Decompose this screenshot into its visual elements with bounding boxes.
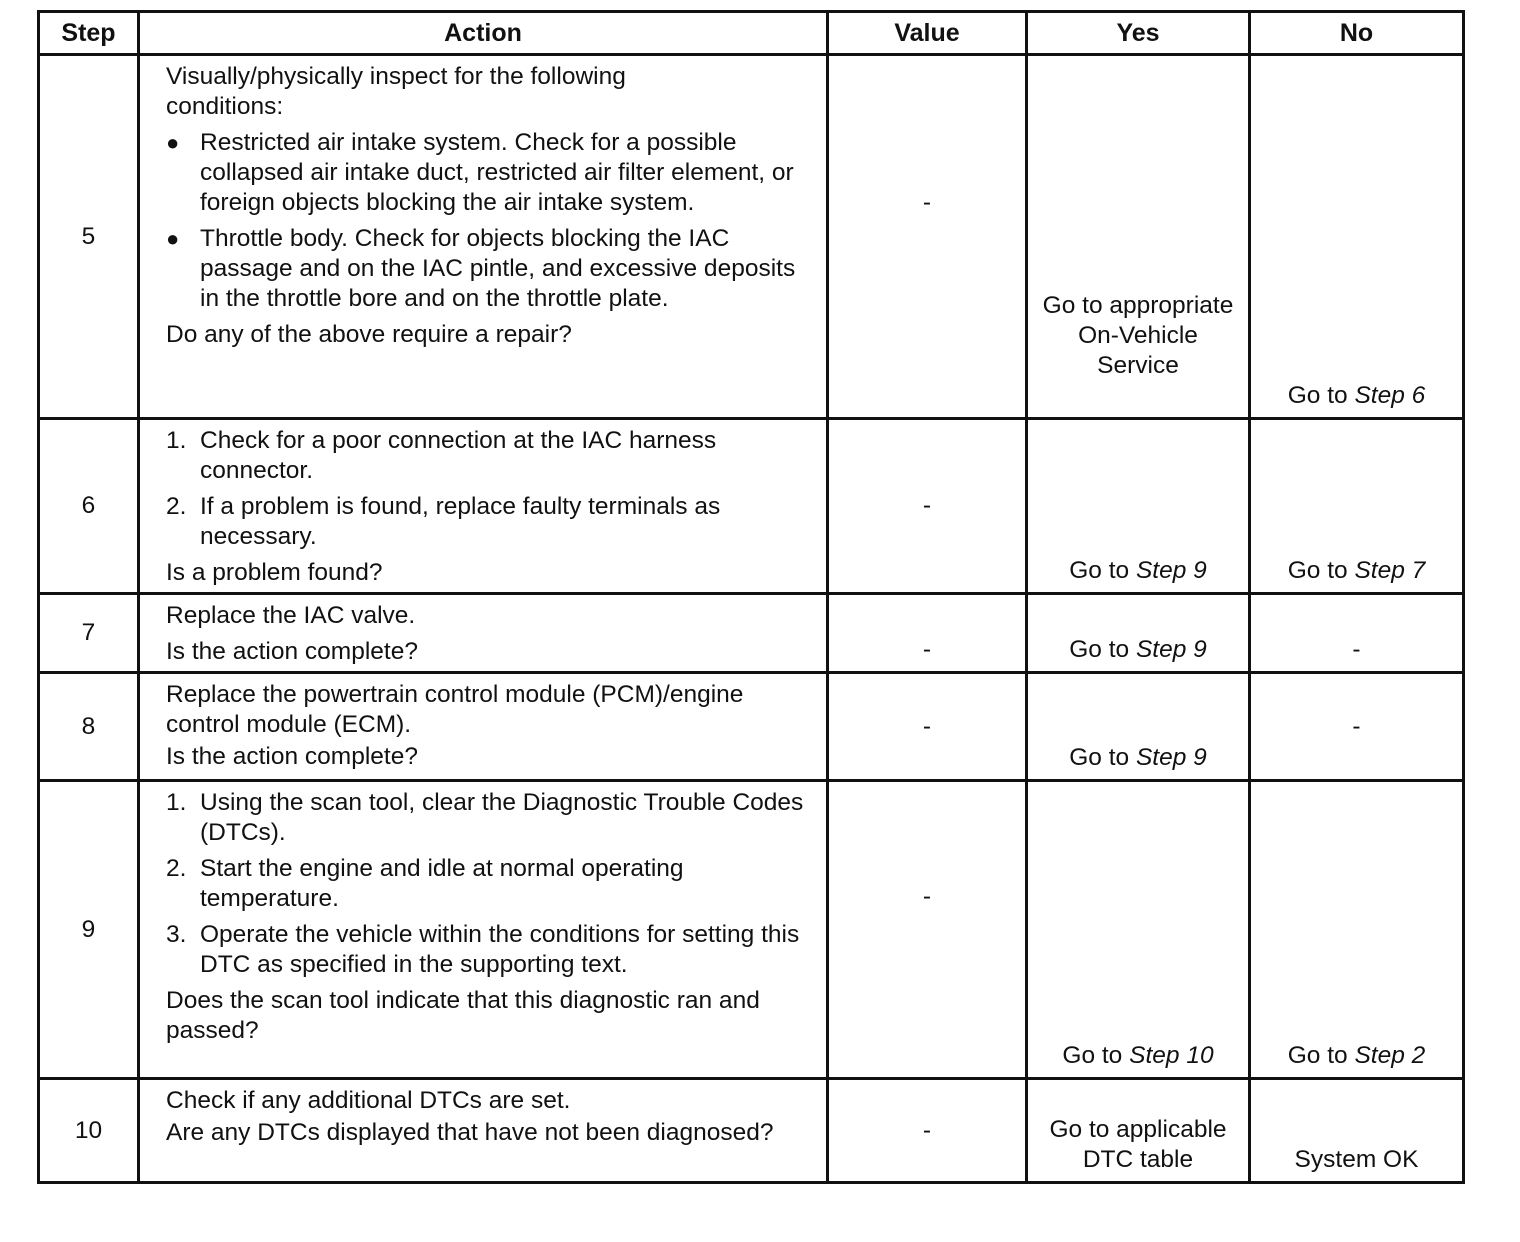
value-text: - (922, 492, 932, 519)
value-text: - (922, 1116, 932, 1144)
yes-prefix: Go to (1069, 557, 1130, 584)
list-item-text: If a problem is found, replace faulty terminals as necessary. (200, 493, 721, 550)
no-step-ref: Step 6 (1354, 382, 1426, 409)
list-item (166, 788, 814, 848)
value-cell (828, 419, 1027, 594)
yes-text: Go to applicable DTC table (1049, 1116, 1227, 1173)
list-item-text: Operate the vehicle within the conditions for setting this DTC as specified in the supporting text. (200, 921, 800, 978)
table-row (39, 781, 1464, 1079)
list-number: 1. (166, 427, 187, 454)
yes-step-ref: Step 9 (1135, 744, 1207, 771)
list-item-text: Check for a poor connection at the IAC harness connector. (200, 427, 717, 484)
list-number: 3. (166, 921, 187, 948)
action-intro: Visually/physically inspect for the following conditions: (166, 63, 626, 120)
no-text: - (1352, 636, 1361, 663)
table-row (39, 55, 1464, 419)
action-line: Replace the IAC valve. (166, 602, 416, 629)
list-number: 2. (166, 493, 187, 520)
action-question: Do any of the above require a repair? (166, 321, 572, 348)
yes-step-ref: Step 9 (1135, 636, 1207, 663)
action-line: Check if any additional DTCs are set. (166, 1087, 571, 1114)
value-cell (828, 673, 1027, 781)
no-cell (1250, 781, 1464, 1079)
list-item-text: Restricted air intake system. Check for a possible collapsed air intake duct, restricted air filter element, or foreign objects blocking the air intake system. (200, 129, 794, 216)
list-item-text: Start the engine and idle at normal operating temperature. (200, 855, 684, 912)
action-question: Is a problem found? (166, 559, 383, 586)
header-row (39, 12, 1464, 55)
list-item (166, 224, 814, 314)
list-item-text: Throttle body. Check for objects blocking the IAC passage and on the IAC pintle, and excessive deposits in the throttle bore and on the throttle plate. (200, 225, 796, 312)
table-row (39, 673, 1464, 781)
yes-cell (1027, 594, 1250, 673)
action-cell (139, 419, 828, 594)
no-cell (1250, 55, 1464, 419)
yes-text: Go to appropriate On-Vehicle Service (1042, 292, 1234, 379)
no-cell (1250, 419, 1464, 594)
no-cell (1250, 1079, 1464, 1183)
no-step-ref: Step 7 (1354, 557, 1426, 584)
list-item-text: Using the scan tool, clear the Diagnostic Trouble Codes (DTCs). (200, 789, 804, 846)
header-value: Value (828, 12, 1027, 55)
action-cell (139, 781, 828, 1079)
header-action: Action (139, 12, 828, 55)
list-item (166, 920, 814, 980)
value-text: - (922, 712, 932, 740)
value-text: - (922, 189, 932, 216)
step-number: 5 (39, 55, 139, 419)
yes-cell (1027, 55, 1250, 419)
step-number: 6 (39, 419, 139, 594)
list-item (166, 492, 814, 552)
value-cell (828, 781, 1027, 1079)
table-row (39, 1079, 1464, 1183)
action-question: Is the action complete? (166, 743, 418, 770)
action-line: Replace the powertrain control module (PCM)/engine control module (ECM). (166, 681, 744, 738)
list-number: 2. (166, 855, 187, 882)
action-cell (139, 1079, 828, 1183)
header-step: Step (39, 12, 139, 55)
diagnostic-table (37, 10, 1465, 1184)
step-number: 7 (39, 594, 139, 673)
value-cell (828, 55, 1027, 419)
yes-step-ref: Step 9 (1135, 557, 1207, 584)
list-item (166, 128, 814, 218)
yes-cell (1027, 781, 1250, 1079)
no-cell (1250, 673, 1464, 781)
yes-prefix: Go to (1062, 1042, 1123, 1069)
yes-prefix: Go to (1069, 636, 1130, 663)
step-number: 9 (39, 781, 139, 1079)
list-item (166, 426, 814, 486)
action-cell (139, 55, 828, 419)
no-text: System OK (1294, 1146, 1419, 1173)
value-cell (828, 594, 1027, 673)
value-text: - (922, 883, 932, 910)
header-yes: Yes (1027, 12, 1250, 55)
bullet-icon: ● (166, 226, 180, 251)
action-cell (139, 594, 828, 673)
step-number: 10 (39, 1079, 139, 1183)
yes-cell (1027, 1079, 1250, 1183)
no-text: - (1352, 712, 1361, 740)
action-question: Are any DTCs displayed that have not been diagnosed? (166, 1119, 774, 1146)
no-cell (1250, 594, 1464, 673)
yes-cell (1027, 419, 1250, 594)
no-prefix: Go to (1287, 557, 1348, 584)
action-question: Is the action complete? (166, 638, 418, 665)
step-number: 8 (39, 673, 139, 781)
value-text: - (922, 636, 932, 663)
action-cell (139, 673, 828, 781)
yes-cell (1027, 673, 1250, 781)
list-number: 1. (166, 789, 187, 816)
no-prefix: Go to (1287, 1042, 1348, 1069)
header-no: No (1250, 12, 1464, 55)
yes-step-ref: Step 10 (1129, 1042, 1214, 1069)
yes-prefix: Go to (1069, 744, 1130, 771)
bullet-icon: ● (166, 130, 180, 155)
table-row (39, 419, 1464, 594)
action-question: Does the scan tool indicate that this diagnostic ran and passed? (166, 987, 760, 1044)
no-prefix: Go to (1287, 382, 1348, 409)
table-row (39, 594, 1464, 673)
no-step-ref: Step 2 (1354, 1042, 1426, 1069)
list-item (166, 854, 814, 914)
value-cell (828, 1079, 1027, 1183)
